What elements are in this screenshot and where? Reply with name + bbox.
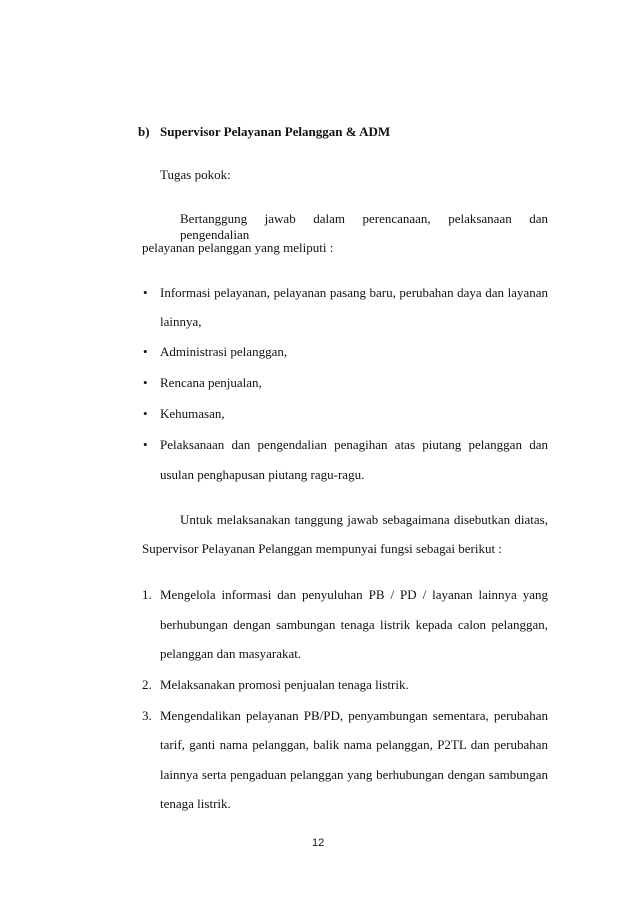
bullet-4-line1: Kehumasan, bbox=[160, 406, 225, 421]
item-1-line3: pelanggan dan masyarakat. bbox=[160, 646, 302, 661]
bullet-5-line2: usulan penghapusan piutang ragu-ragu. bbox=[160, 467, 365, 482]
tugas-heading: Tugas pokok: bbox=[160, 167, 231, 182]
bullet-icon: • bbox=[143, 375, 148, 390]
item-2-number: 2. bbox=[142, 677, 152, 692]
bullet-3-line1: Rencana penjualan, bbox=[160, 375, 262, 390]
page-number: 12 bbox=[312, 837, 325, 849]
bullet-1-line1: Informasi pelayanan, pelayanan pasang baru, perubahan daya dan layanan bbox=[160, 285, 548, 300]
item-1-line1: Mengelola informasi dan penyuluhan PB / PD / layanan lainnya yang bbox=[160, 587, 548, 602]
item-3-number: 3. bbox=[142, 708, 152, 723]
item-3-line4: tenaga listrik. bbox=[160, 796, 231, 811]
item-1-number: 1. bbox=[142, 587, 152, 602]
bullet-icon: • bbox=[143, 406, 148, 421]
item-1-line2: berhubungan dengan sambungan tenaga listrik kepada calon pelanggan, bbox=[160, 617, 548, 632]
section-title: Supervisor Pelayanan Pelanggan & ADM bbox=[160, 124, 391, 139]
item-3-line3: lainnya serta pengaduan pelanggan yang berhubungan dengan sambungan bbox=[160, 767, 548, 782]
para1-line1: Bertanggung jawab dalam perencanaan, pelaksanaan dan pengendalian bbox=[180, 211, 548, 242]
item-3-line1: Mengendalikan pelayanan PB/PD, penyambungan sementara, perubahan bbox=[160, 708, 548, 723]
bullet-icon: • bbox=[143, 344, 148, 359]
bullet-icon: • bbox=[143, 437, 148, 452]
para2-line1: Untuk melaksanakan tanggung jawab sebagaimana disebutkan diatas, bbox=[180, 512, 548, 527]
bullet-2-line1: Administrasi pelanggan, bbox=[160, 344, 288, 359]
item-3-line2: tarif, ganti nama pelanggan, balik nama pelanggan, P2TL dan perubahan bbox=[160, 737, 548, 752]
bullet-5-line1: Pelaksanaan dan pengendalian penagihan atas piutang pelanggan dan bbox=[160, 437, 548, 452]
section-marker: b) bbox=[138, 124, 150, 139]
bullet-icon: • bbox=[143, 285, 148, 300]
bullet-1-line2: lainnya, bbox=[160, 314, 202, 329]
item-2-line1: Melaksanakan promosi penjualan tenaga listrik. bbox=[160, 677, 409, 692]
para2-line2: Supervisor Pelayanan Pelanggan mempunyai fungsi sebagai berikut : bbox=[142, 541, 502, 556]
para1-line2: pelayanan pelanggan yang meliputi : bbox=[142, 240, 334, 255]
